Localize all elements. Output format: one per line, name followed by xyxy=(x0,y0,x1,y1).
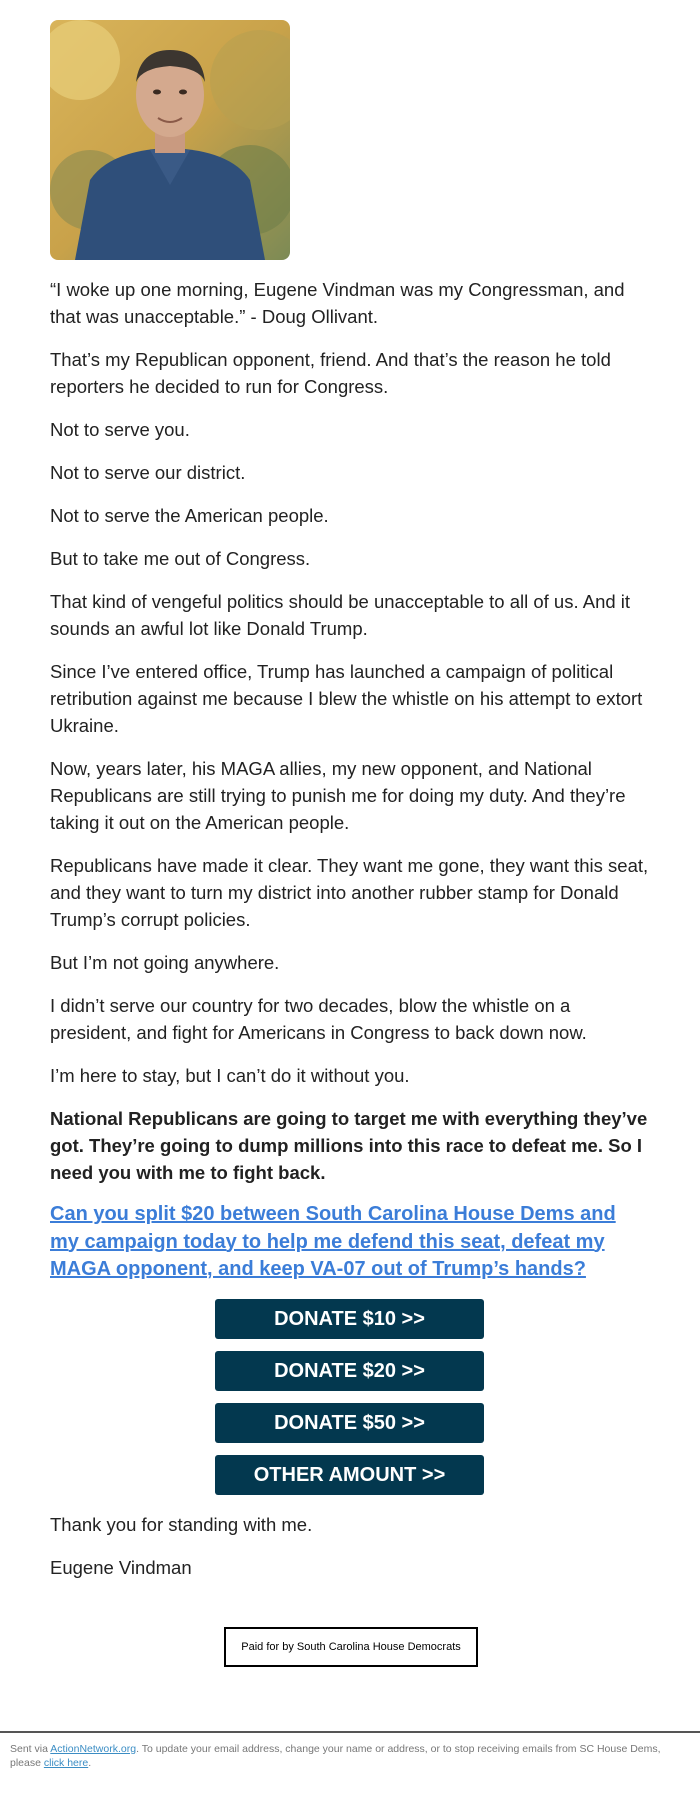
unsubscribe-link[interactable]: click here xyxy=(43,1757,89,1769)
body-paragraph: That kind of vengeful politics should be unacceptable to all of us. And it sounds an awful lot like Donald Trump. xyxy=(50,591,631,639)
footer-middle-text: . To update your email address, change your name or address, or to stop receiving emails from SC House Dems, please xyxy=(10,1743,661,1769)
body-paragraph: I’m here to stay, but I can’t do it without you. xyxy=(50,1065,410,1086)
body-paragraph: Since I’ve entered office, Trump has launched a campaign of political retribution against me because I blew the whistle on his attempt to extort Ukraine. xyxy=(50,661,643,736)
quote-paragraph: “I woke up one morning, Eugene Vindman was my Congressman, and that was unacceptable.” - Doug Ollivant. xyxy=(50,279,625,327)
footer-end: . xyxy=(88,1757,92,1769)
closing-line: Thank you for standing with me. xyxy=(50,1514,313,1535)
bold-paragraph: National Republicans are going to target me with everything they’ve got. They’re going to dump millions into this race to defeat me. So I need you with me to fight back. xyxy=(50,1108,648,1183)
body-paragraph: Not to serve the American people. xyxy=(50,505,329,526)
paid-for-disclaimer xyxy=(224,1627,478,1667)
paid-for-text: Paid for by South Carolina House Democrats xyxy=(241,1641,461,1653)
footer xyxy=(10,1742,670,1770)
body-paragraph: Not to serve our district. xyxy=(50,462,246,483)
actionnetwork-link[interactable]: ActionNetwork.org xyxy=(50,1743,137,1755)
donate-20-button[interactable]: DONATE $20 >> xyxy=(215,1351,484,1391)
footer-divider xyxy=(0,1731,700,1733)
donate-50-button[interactable]: DONATE $50 >> xyxy=(215,1403,484,1443)
body-paragraph: That’s my Republican opponent, friend. And that’s the reason he told reporters he decided to run for Congress. xyxy=(50,349,611,397)
other-amount-button[interactable]: OTHER AMOUNT >> xyxy=(215,1455,484,1495)
footer-sent-via: Sent via xyxy=(10,1743,51,1755)
donate-10-button[interactable]: DONATE $10 >> xyxy=(215,1299,484,1339)
donation-ask-link[interactable]: Can you split $20 between South Carolina House Dems and my campaign today to help me defend this seat, defeat my MAGA opponent, and keep VA-07 out of Trump’s hands? xyxy=(50,1203,616,1280)
body-paragraph: But I’m not going anywhere. xyxy=(50,952,280,973)
body-paragraph: Republicans have made it clear. They want me gone, they want this seat, and they want to turn my district into another rubber stamp for Donald Trump’s corrupt policies. xyxy=(50,855,649,930)
body-paragraph: But to take me out of Congress. xyxy=(50,548,311,569)
signature: Eugene Vindman xyxy=(50,1557,192,1578)
portrait-photo xyxy=(50,20,290,260)
portrait-image xyxy=(50,20,290,260)
body-paragraph: Now, years later, his MAGA allies, my new opponent, and National Republicans are still trying to punish me for doing my duty. And they’re taking it out on the American people. xyxy=(50,758,626,833)
body-paragraph: Not to serve you. xyxy=(50,419,190,440)
body-paragraph: I didn’t serve our country for two decades, blow the whistle on a president, and fight for Americans in Congress to back down now. xyxy=(50,995,587,1043)
